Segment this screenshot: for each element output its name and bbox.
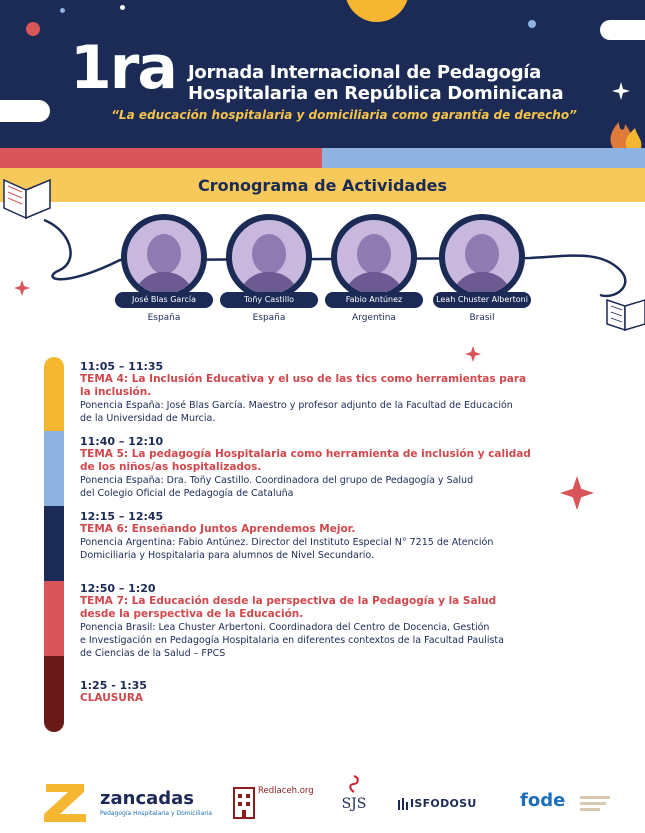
timeline-segment [44, 357, 64, 431]
fode-tagline-line [580, 802, 606, 805]
agenda-time: 1:25 - 1:35 [80, 679, 147, 692]
agenda-time: 11:05 – 11:35 [80, 360, 164, 373]
agenda-description: de Ciencias de la Salud – FPCS [80, 648, 226, 659]
agenda-item [80, 510, 590, 562]
zancadas-tagline: Pedagogía Hospitalaria y Domiciliaria [100, 810, 213, 817]
timeline-segment [44, 431, 64, 506]
agenda-description: Ponencia Argentina: Fabio Antúnez. Director del Instituto Especial N° 7215 de Atención [80, 537, 494, 548]
timeline-segment [44, 656, 64, 732]
agenda-item [80, 582, 590, 660]
agenda-topic: TEMA 5: La pedagogía Hospitalaria como herramienta de inclusión y calidad [80, 448, 531, 460]
agenda-topic: la inclusión. [80, 386, 152, 398]
speaker-name: José Blas García [115, 292, 213, 308]
edition-number: 1ra [70, 33, 176, 103]
header-banner [0, 0, 645, 148]
agenda-topic: TEMA 6: Enseñando Juntos Aprendemos Mejor. [80, 523, 356, 535]
redlaceh-wordmark: Redlaceh.org [258, 786, 314, 796]
agenda-topic: desde la perspectiva de la Educación. [80, 608, 304, 620]
agenda-description: e Investigación en Pedagogía Hospitalaria en diferentes contextos de la Facultad Paulista [80, 635, 504, 646]
isfodosu-logo [398, 796, 498, 816]
agenda-time: 12:50 – 1:20 [80, 582, 156, 595]
agenda-description: de la Universidad de Murcia. [80, 413, 216, 424]
agenda-topic: de los niños/as hospitalizados. [80, 461, 262, 473]
sun-decoration [345, 0, 409, 22]
event-title [188, 62, 563, 104]
event-title-line2: Hospitalaria en República Dominicana [188, 83, 564, 104]
timeline-segment [44, 581, 64, 656]
dot-decoration [26, 22, 40, 36]
sjs-swirl-icon [346, 774, 362, 794]
event-subtitle: “La educación hospitalaria y domiciliaria como garantía de derecho” [111, 108, 577, 122]
cloud-decoration [600, 20, 645, 40]
event-title-line1: Jornada Internacional de Pedagogía [188, 62, 542, 83]
zancadas-z-icon [40, 780, 92, 826]
sjs-logo [334, 774, 374, 828]
speaker-photo [121, 214, 207, 300]
speaker-card [324, 214, 424, 323]
agenda-description: Ponencia España: Dra. Toñy Castillo. Coordinadora del grupo de Pedagogía y Salud [80, 475, 474, 486]
agenda-time: 11:40 – 12:10 [80, 435, 164, 448]
agenda-item [80, 435, 590, 500]
agenda-description: Ponencia Brasil: Lea Chuster Arbertoni. Coordinadora del Centro de Docencia, Gestión [80, 622, 490, 633]
speaker-country: España [252, 313, 286, 323]
agenda-item [80, 360, 590, 425]
agenda-description: del Colegio Oficial de Pedagogía de Cataluña [80, 488, 294, 499]
speaker-card [114, 214, 214, 323]
agenda-topic: TEMA 7: La Educación desde la perspectiva de la Pedagogía y la Salud [80, 595, 497, 607]
fode-wordmark: fode [520, 790, 566, 811]
speaker-country: Brasil [469, 313, 495, 323]
timeline-segment [44, 506, 64, 581]
cloud-decoration [0, 100, 50, 122]
speaker-country: Argentina [352, 313, 396, 323]
zancadas-wordmark: zancadas [100, 788, 194, 809]
isfodosu-bars-icon [398, 798, 408, 810]
dot-decoration [60, 8, 65, 13]
speaker-photo [331, 214, 417, 300]
flame-decoration [605, 110, 645, 148]
sjs-wordmark: SJS [341, 796, 367, 812]
agenda-item [80, 679, 590, 705]
zancadas-logo [40, 776, 220, 826]
speaker-name: Fabio Antúnez [325, 292, 423, 308]
speaker-name: Toñy Castillo [220, 292, 318, 308]
sparkle-icon [14, 280, 30, 296]
agenda-description: Ponencia España: José Blas García. Maestro y profesor adjunto de la Facultad de Educación [80, 400, 513, 411]
dot-decoration [120, 5, 125, 10]
speaker-card [432, 214, 532, 323]
isfodosu-wordmark: ISFODOSU [410, 797, 477, 810]
section-title: Cronograma de Actividades [197, 176, 448, 195]
stripe-blue [322, 148, 645, 168]
agenda-description: Domiciliaria y Hospitalaria para alumnos de Nivel Secundario. [80, 550, 375, 561]
speaker-photo [226, 214, 312, 300]
agenda-topic: TEMA 4: La Inclusión Educativa y el uso de las tics como herramientas para [80, 373, 527, 385]
agenda-topic: CLAUSURA [80, 692, 144, 704]
dot-decoration [528, 20, 536, 28]
fode-tagline-line [580, 796, 610, 799]
speaker-card [219, 214, 319, 323]
redlaceh-emblem-icon [232, 784, 256, 822]
speaker-country: España [147, 313, 181, 323]
fode-logo [520, 790, 620, 820]
sparkle-icon [612, 82, 630, 100]
fode-tagline-line [580, 808, 600, 811]
speaker-photo [439, 214, 525, 300]
wave-line-decoration [0, 200, 645, 340]
agenda-time: 12:15 – 12:45 [80, 510, 164, 523]
speaker-name: Leah Chuster Albertoni [433, 292, 531, 308]
redlaceh-logo [232, 782, 322, 826]
